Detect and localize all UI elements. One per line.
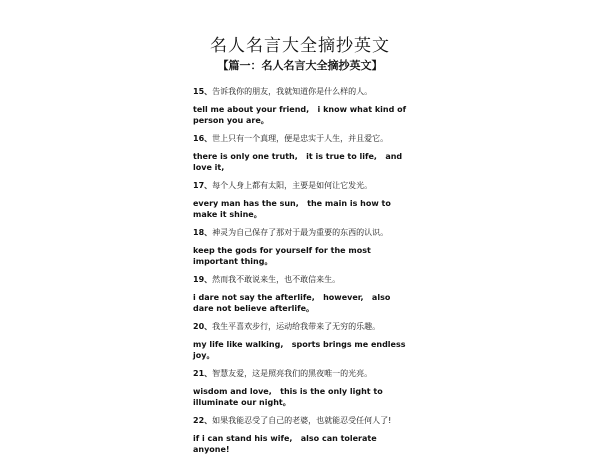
quote-number: 17、 [193, 181, 213, 190]
quote-chinese [193, 274, 413, 285]
quote-english: wisdom and love, this is the only light to illuminate our night。 [193, 387, 386, 407]
quote-english: tell me about your friend, i know what kind of person you are。 [193, 105, 409, 125]
quote-chinese-text: 神灵为自己保存了那对于最为重要的东西的认识。 [212, 228, 389, 237]
quote-entry [193, 415, 413, 455]
quote-number: 16、 [193, 134, 213, 143]
quote-number: 15、 [193, 87, 213, 96]
quote-entry [193, 274, 413, 314]
quote-english: keep the gods for yourself for the most important thing。 [193, 246, 374, 266]
quote-number: 19、 [193, 275, 213, 284]
quote-entry [193, 86, 413, 126]
quote-entry [193, 180, 413, 220]
quote-entry [193, 368, 413, 408]
quote-number: 21、 [193, 369, 213, 378]
quote-chinese [193, 415, 413, 426]
quote-chinese-text: 告诉我你的朋友，我就知道你是什么样的人。 [212, 87, 373, 96]
quote-chinese-text: 我生平喜欢步行，运动给我带来了无穷的乐趣。 [212, 322, 381, 331]
quote-entry [193, 227, 413, 267]
quote-entry [193, 133, 413, 173]
quote-english: there is only one truth, it is true to life, and love it, [193, 152, 405, 172]
quote-chinese [193, 133, 413, 144]
quote-chinese-text: 然而我不敢说来生，也不敢信来生。 [212, 275, 341, 284]
quote-chinese [193, 180, 413, 191]
quote-english: every man has the sun, the main is how to make it shine。 [193, 199, 394, 219]
quote-number: 22、 [193, 416, 213, 425]
quote-entry [193, 321, 413, 361]
quote-number: 20、 [193, 322, 213, 331]
quote-english: if i can stand his wife, also can tolerate anyone! [193, 434, 380, 454]
section-heading: 【篇一：名人名言大全摘抄英文】 [217, 59, 383, 72]
quote-chinese-text: 智慧友爱，这是照亮我们的黑夜唯一的光亮。 [212, 369, 373, 378]
quote-english: my life like walking, sports brings me endless joy。 [193, 340, 409, 360]
page-title: 名人名言大全摘抄英文 [210, 36, 390, 56]
quote-chinese-text: 每个人身上都有太阳，主要是如何让它发光。 [212, 181, 373, 190]
quote-chinese-text: 世上只有一个真理，便是忠实于人生，并且爱它。 [212, 134, 389, 143]
quote-chinese [193, 321, 413, 332]
quote-chinese [193, 86, 413, 97]
quote-chinese [193, 368, 413, 379]
quote-chinese [193, 227, 413, 238]
quote-english: i dare not say the afterlife, however, also dare not believe afterlife。 [193, 293, 394, 313]
quote-chinese-text: 如果我能忍受了自己的老婆，也就能忍受任何人了! [212, 416, 392, 425]
quote-number: 18、 [193, 228, 213, 237]
quote-list [193, 86, 413, 462]
